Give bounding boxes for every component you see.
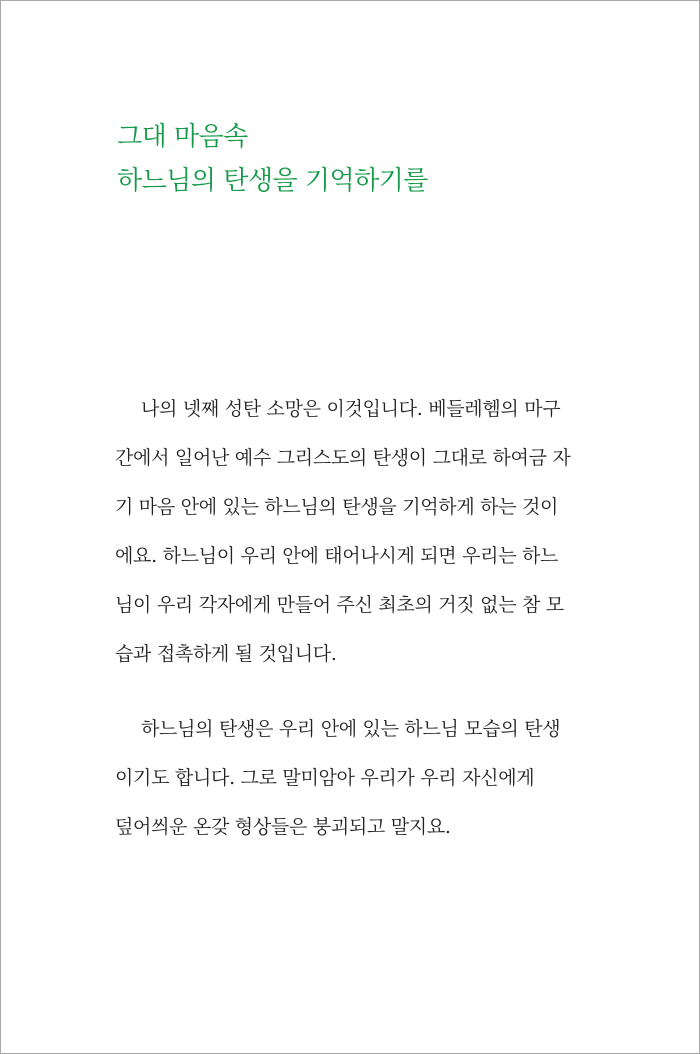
text-line: 하느님의 탄생은 우리 안에 있는 하느님 모습의 탄생 — [141, 718, 561, 740]
text-line: 에요. 하느님이 우리 안에 태어나시게 되면 우리는 하느 — [115, 545, 559, 567]
chapter-title-line: 하느님의 탄생을 기억하기를 — [117, 166, 428, 196]
body-paragraph — [115, 385, 603, 679]
text-line: 간에서 일어난 예수 그리스도의 탄생이 그대로 하여금 자 — [115, 447, 571, 469]
text-line: 기 마음 안에 있는 하느님의 탄생을 기억하게 하는 것이 — [115, 496, 559, 518]
text-line: 님이 우리 각자에게 만들어 주신 최초의 거짓 없는 참 모 — [115, 594, 564, 616]
body-paragraph — [115, 705, 603, 852]
chapter-title-line: 그대 마음속 — [117, 122, 248, 152]
text-line: 덮어씌운 온갖 형상들은 붕괴되고 말지요. — [115, 816, 451, 838]
text-line: 나의 넷째 성탄 소망은 이것입니다. 베들레헴의 마구 — [141, 398, 561, 420]
text-line: 이기도 합니다. 그로 말미암아 우리가 우리 자신에게 — [115, 767, 535, 789]
text-line: 습과 접촉하게 될 것입니다. — [115, 643, 337, 665]
chapter-title — [117, 115, 428, 203]
